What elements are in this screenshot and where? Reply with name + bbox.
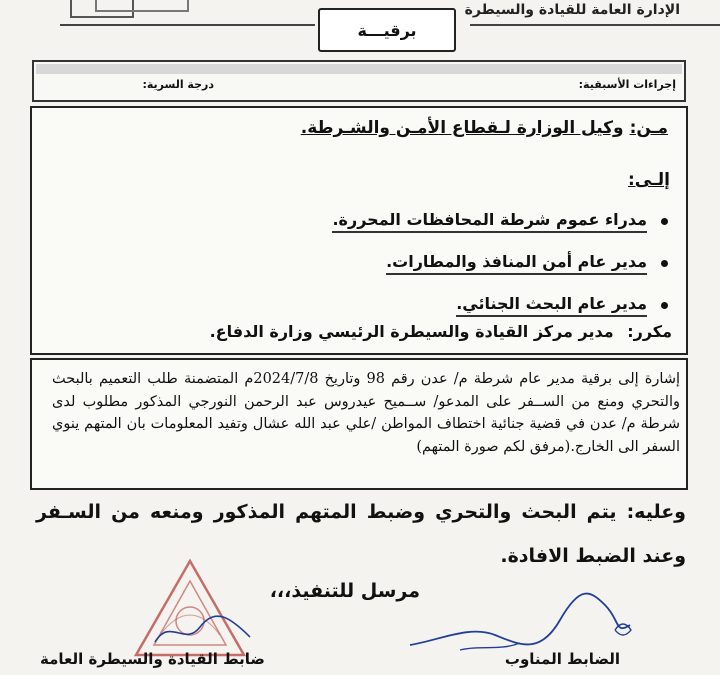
recipient-item bbox=[332, 284, 668, 326]
from-label: مـن: bbox=[629, 118, 668, 138]
recipient-item bbox=[332, 200, 668, 242]
cc-value: مدير مركز القيادة والسيطرة الرئيسي وزارة الدفاع. bbox=[209, 322, 614, 341]
decision-paragraph: وعليه: يتم البحث والتحري وضبط المتهم المذكور ومنعه من السـفر وعند الضبط الافادة. bbox=[36, 501, 686, 567]
recipients-list bbox=[332, 200, 668, 326]
right-signature-icon bbox=[400, 585, 650, 660]
recipient-text: مدير عام أمن المنافذ والمطارات. bbox=[386, 252, 647, 275]
bullet-icon bbox=[661, 218, 668, 225]
recipient-text: مدراء عموم شرطة المحافظات المحررة. bbox=[332, 210, 647, 233]
header-divider-left bbox=[60, 24, 315, 26]
precedence-label: إجراءات الأسبقية: bbox=[578, 78, 676, 91]
from-value: وكيل الوزارة لـقطاع الأمـن والشـرطة. bbox=[300, 118, 624, 138]
to-label: إلـى: bbox=[627, 170, 670, 190]
cc-label: مكرر: bbox=[627, 322, 672, 341]
document-type-title bbox=[318, 8, 456, 52]
meta-bar-shade bbox=[36, 64, 682, 74]
from-line bbox=[301, 118, 668, 138]
meta-bar bbox=[32, 60, 686, 102]
document-type-label: برقيـــة bbox=[357, 20, 417, 40]
dispatch-note: مرسل للتنفيذ،،، bbox=[269, 580, 420, 602]
left-signatory-title: ضابط القيادة والسيطرة العامة bbox=[40, 650, 265, 668]
bullet-icon bbox=[661, 302, 668, 309]
cc-line bbox=[210, 322, 672, 341]
header-frame-decoration-inner bbox=[95, 0, 189, 12]
recipient-text: مدير عام البحث الجنائي. bbox=[456, 294, 647, 317]
classification-label: درجة السرية: bbox=[142, 78, 214, 91]
organization-name: الإدارة العامة للقيادة والسيطرة bbox=[464, 2, 680, 18]
left-signature-icon bbox=[150, 612, 260, 652]
body-paragraph: إشارة إلى برقية مدير عام شرطة م/ عدن رقم 98 وتاريخ 2024/7/8م المتضمنة طلب التعميم بالبحث والتحري ومنع من الســفر على المدعو/ ســميح عيدروس عبد الرحمن النورجي المذكور مطلوب لدى شرطة م/ عدن في قضية جنائية اختطاف المواطن /علي عبد الله عشال وتفيد المعلومات بان المتهم ينوي السفر الى الخارج.(مرفق لكم صورة المتهم) bbox=[52, 371, 681, 455]
header-divider-right bbox=[470, 24, 720, 26]
right-signatory-title: الضابط المناوب bbox=[504, 650, 620, 668]
bullet-icon bbox=[661, 260, 668, 267]
recipient-item bbox=[332, 242, 668, 284]
